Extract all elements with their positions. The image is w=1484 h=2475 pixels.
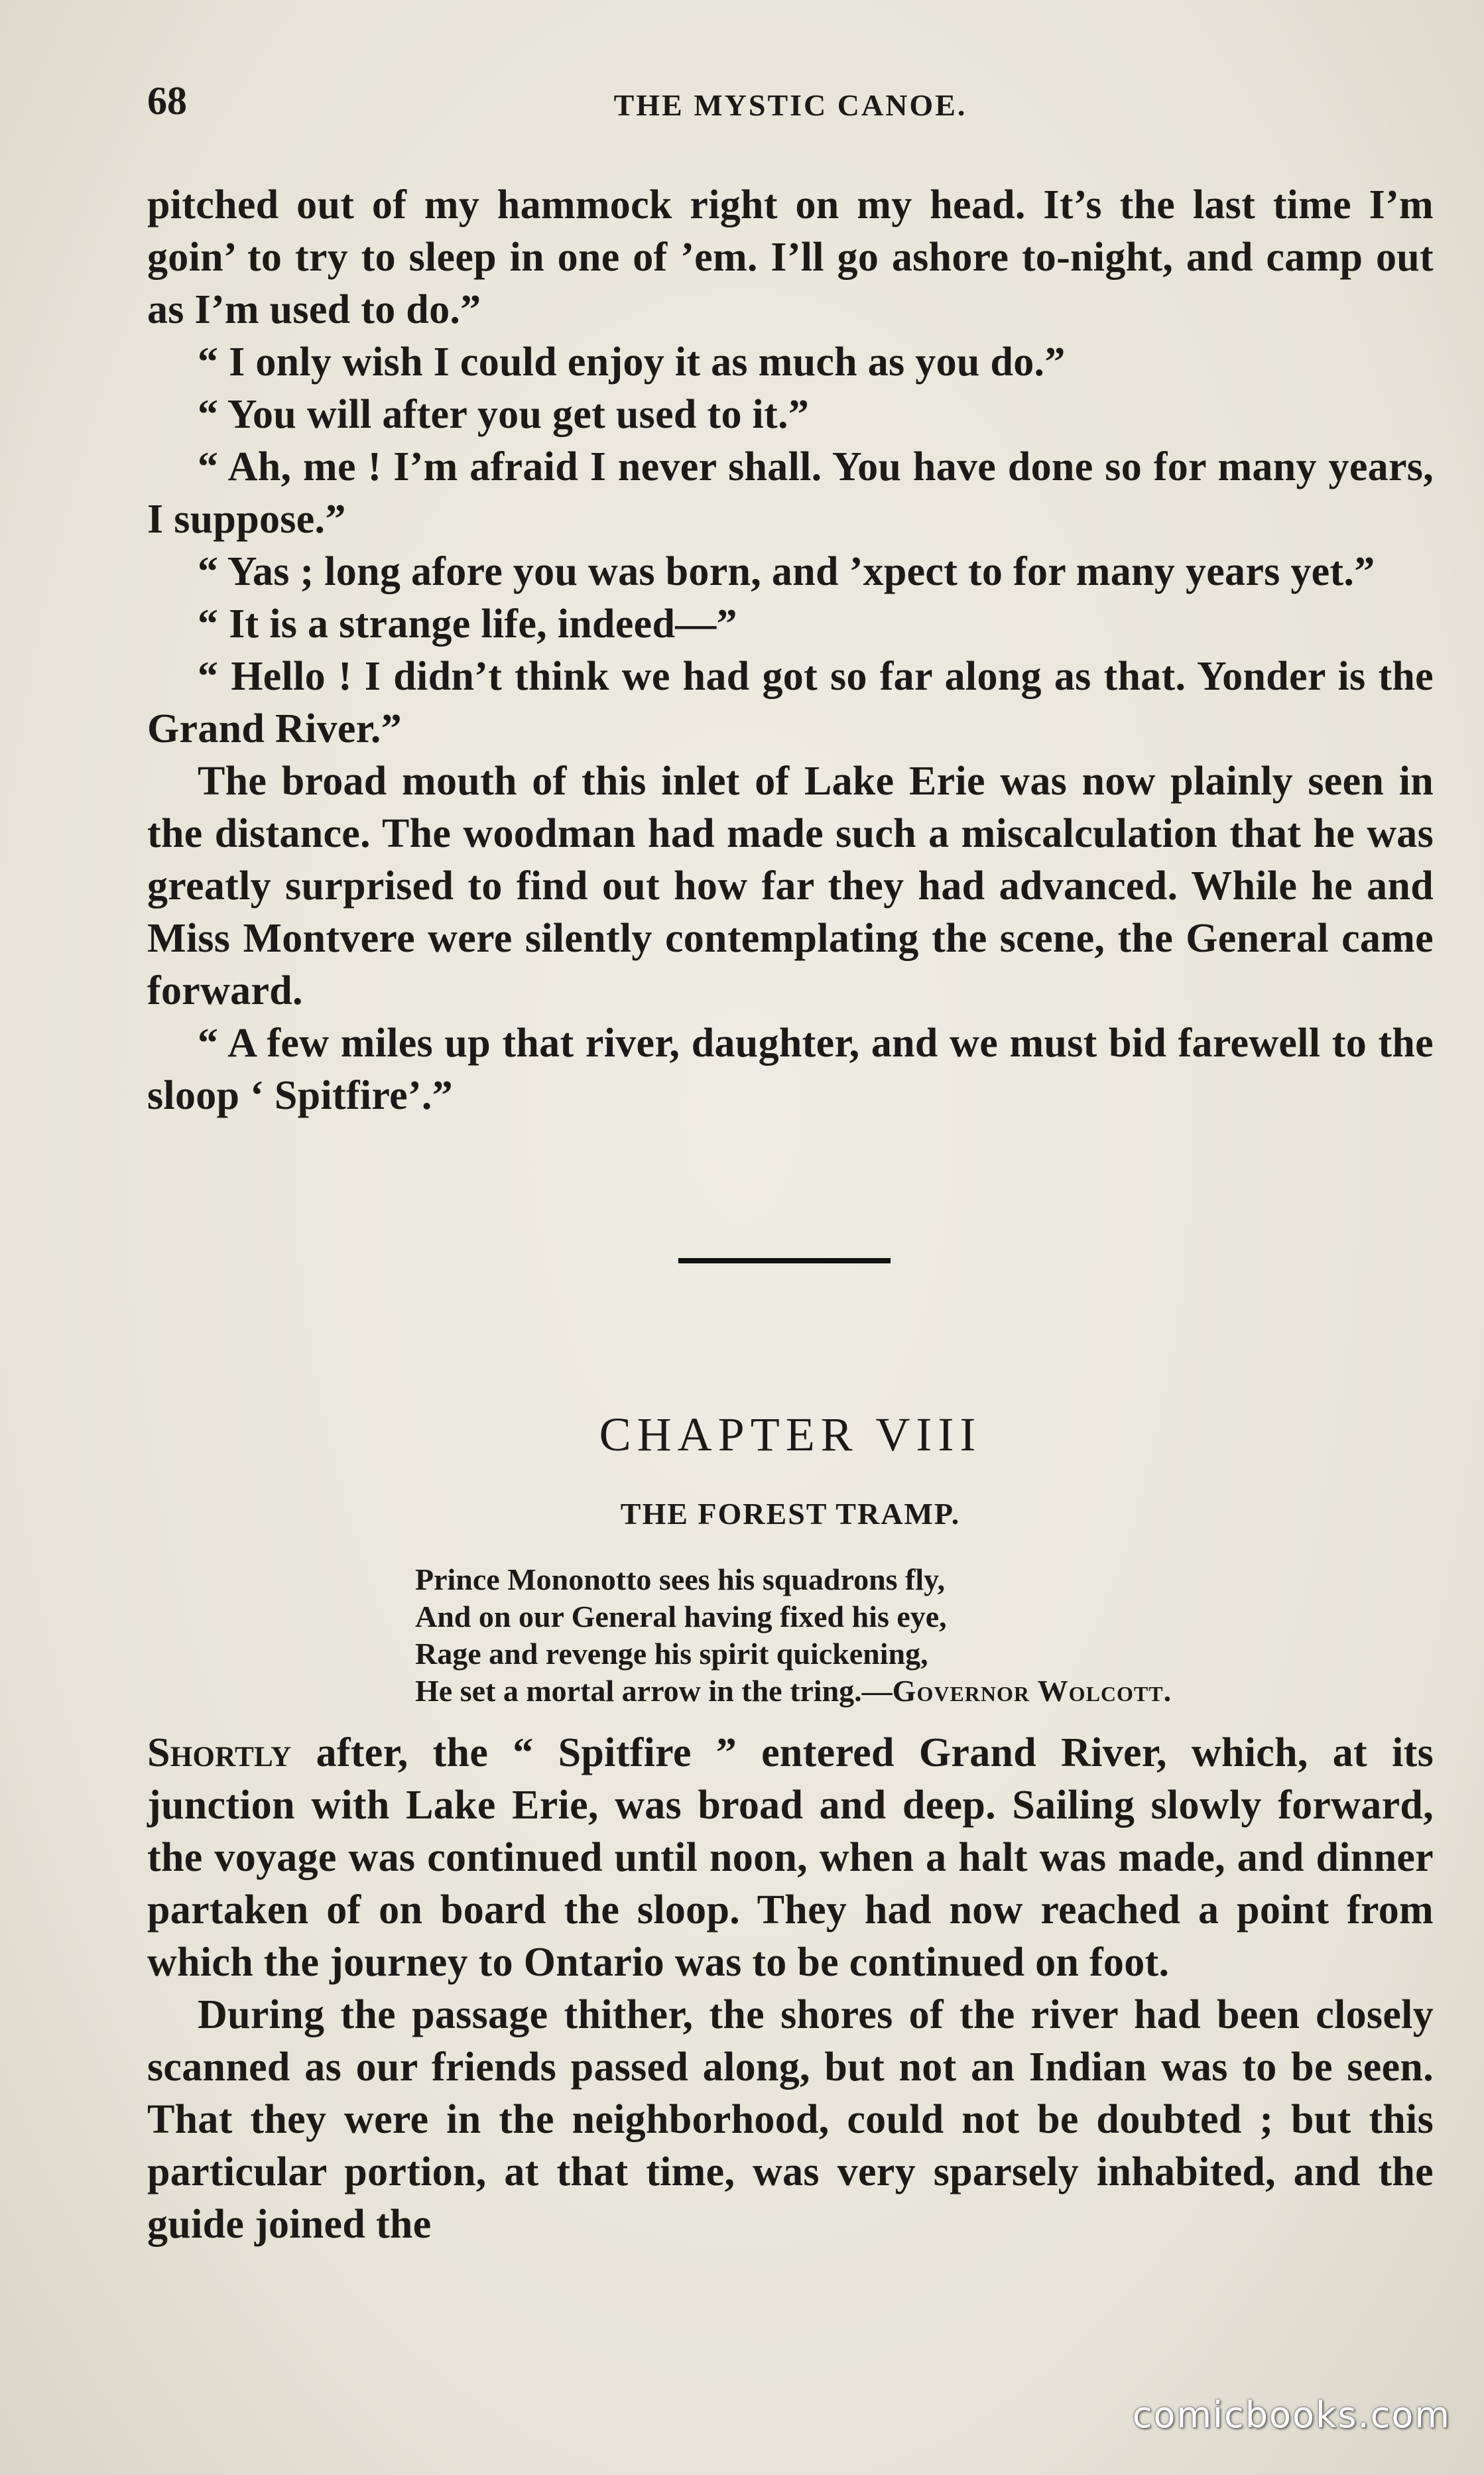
paragraph: “ You will after you get used to it.” — [198, 392, 810, 437]
paragraph: “ Hello ! I didn’t think we had got so far along as that. Yonder is the Grand River.” — [147, 654, 1434, 751]
page-header — [147, 78, 1434, 131]
epigraph-line: Prince Mononotto sees his squadrons fly, — [415, 1562, 946, 1596]
watermark: comicbooks.com — [1132, 2394, 1451, 2436]
epigraph — [415, 1561, 1450, 1710]
running-head: THE MYSTIC CANOE. — [613, 88, 967, 122]
chapter-opening-paragraph — [147, 1727, 1434, 1989]
paragraph: “ It is a strange life, indeed—” — [198, 602, 737, 647]
opening-paragraph-text: after, the “ Spitfire ” entered Grand River, which, at its junction with Lake Erie, was broad and deep. Sailing slowly forward, the voyage was continued until noon, when a halt was made, and dinner partaken of on board the sloop. They had now reached a point from which the journey to Ontario was to be continued on foot. — [147, 1730, 1434, 1985]
paragraph: During the passage thither, the shores of the river had been closely scanned as our friends passed along, but not an Indian was to be seen. That they were in the neighborhood, could not be doubted ; but this particular portion, at that time, was very sparsely inhabited, and the guide joined the — [147, 1992, 1434, 2247]
text-block-top — [147, 179, 1434, 1122]
epigraph-line-last — [415, 1673, 1450, 1710]
section-divider-rule — [678, 1258, 891, 1263]
chapter-subtitle: THE FOREST TRAMP. — [620, 1497, 961, 1531]
epigraph-line: And on our General having fixed his eye, — [415, 1600, 947, 1633]
paragraph: “ Ah, me ! I’m afraid I never shall. You have done so for many years, I suppose.” — [147, 444, 1434, 542]
epigraph-line: Rage and revenge his spirit quickening, — [415, 1637, 928, 1671]
text-block-bottom — [147, 1727, 1434, 2251]
opening-word: Shortly — [147, 1730, 292, 1775]
paragraph: “ I only wish I could enjoy it as much as you do.” — [198, 340, 1066, 385]
epigraph-line-text: He set a mortal arrow in the tring.— — [415, 1674, 893, 1708]
epigraph-attribution: Governor Wolcott. — [892, 1674, 1172, 1708]
paragraph: The broad mouth of this inlet of Lake Erie was now plainly seen in the distance. The woodman had made such a miscalculation that he was greatly surprised to find out how far they had advanced. While he and Miss Montvere were silently contemplating the scene, the General came forward. — [147, 759, 1434, 1013]
paragraph: pitched out of my hammock right on my head. It’s the last time I’m goin’ to try to sleep in one of ’em. I’ll go ashore to-night, and camp out as I’m used to do.” — [147, 182, 1434, 332]
page-number: 68 — [147, 79, 187, 123]
paragraph: “ Yas ; long afore you was born, and ’xpect to for many years yet.” — [198, 549, 1375, 594]
chapter-title: CHAPTER VIII — [599, 1408, 982, 1461]
paragraph: “ A few miles up that river, daughter, and we must bid farewell to the sloop ‘ Spitfire’.” — [147, 1021, 1434, 1118]
